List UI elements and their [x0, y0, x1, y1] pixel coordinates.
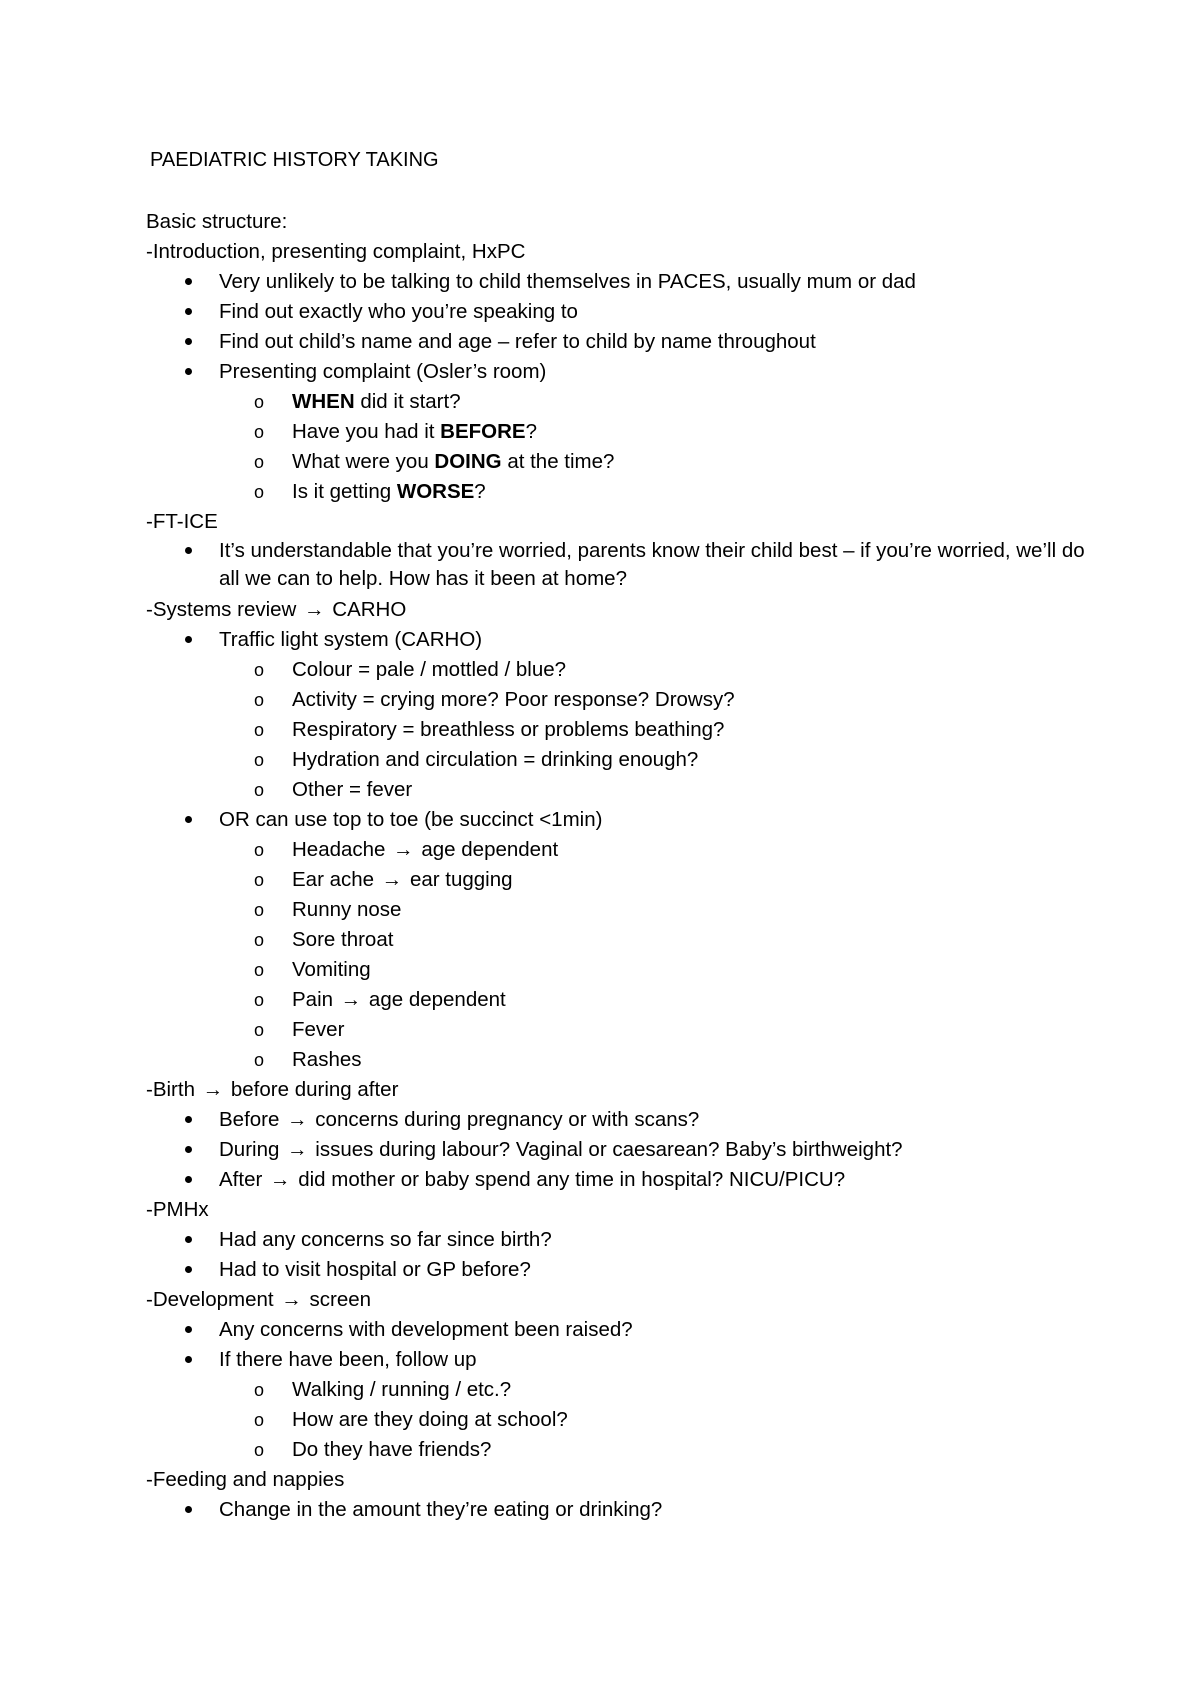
- bullet-icon: [185, 308, 192, 315]
- sub-bullet-item: [146, 925, 1086, 955]
- bullet-icon: [185, 1266, 192, 1273]
- line-text: Vomiting: [292, 958, 371, 981]
- sub-bullet-icon: o: [254, 1050, 265, 1070]
- emphasis-text: WHEN: [292, 390, 355, 413]
- line-text: did mother or baby spend any time in hospital? NICU/PICU?: [292, 1168, 846, 1191]
- line-text: -PMHx: [146, 1198, 209, 1221]
- line-text: Other = fever: [292, 778, 413, 801]
- bullet-item: [146, 1345, 1086, 1375]
- sub-bullet-icon: o: [254, 960, 265, 980]
- bullet-item: [146, 1255, 1086, 1285]
- section-heading: [146, 507, 1086, 537]
- bullet-item: [146, 537, 1086, 593]
- line-text: Traffic light system (CARHO): [219, 628, 483, 651]
- sub-bullet-icon: o: [254, 780, 265, 800]
- line-text: How are they doing at school?: [292, 1408, 568, 1431]
- document-body: [146, 207, 1086, 1525]
- bullet-icon: [185, 1356, 192, 1363]
- line-text: During: [219, 1138, 286, 1161]
- line-text: Have you had it: [292, 420, 441, 443]
- sub-bullet-item: [146, 715, 1086, 745]
- line-text: did it start?: [354, 390, 461, 413]
- line-text: Rashes: [292, 1048, 362, 1071]
- bullet-item: [146, 327, 1086, 357]
- arrow-icon: →: [281, 1288, 302, 1311]
- sub-bullet-icon: o: [254, 1440, 265, 1460]
- document-title: PAEDIATRIC HISTORY TAKING: [150, 149, 439, 171]
- arrow-icon: →: [393, 838, 414, 861]
- section-heading: [146, 1075, 1086, 1105]
- sub-bullet-item: [146, 955, 1086, 985]
- sub-bullet-icon: o: [254, 422, 265, 442]
- line-text: -Development: [146, 1288, 280, 1311]
- sub-bullet-item: [146, 417, 1086, 447]
- sub-bullet-item: [146, 1015, 1086, 1045]
- line-text: Walking / running / etc.?: [292, 1378, 512, 1401]
- line-text: Very unlikely to be talking to child themselves in PACES, usually mum or dad: [219, 270, 916, 293]
- bullet-item: [146, 1495, 1086, 1525]
- sub-bullet-item: [146, 865, 1086, 895]
- sub-bullet-item: [146, 387, 1086, 417]
- line-text: Change in the amount they’re eating or drinking?: [219, 1498, 663, 1521]
- line-text: Runny nose: [292, 898, 402, 921]
- line-text: Hydration and circulation = drinking enough?: [292, 748, 699, 771]
- bullet-item: [146, 357, 1086, 387]
- sub-bullet-item: [146, 1405, 1086, 1435]
- line-text: screen: [303, 1288, 372, 1311]
- bullet-icon: [185, 278, 192, 285]
- emphasis-text: WORSE: [396, 480, 475, 503]
- line-text: concerns during pregnancy or with scans?: [309, 1108, 700, 1131]
- bullet-icon: [185, 1116, 192, 1123]
- line-text: ?: [525, 420, 537, 443]
- line-text: Presenting complaint (Osler’s room): [219, 360, 547, 383]
- bullet-item: [146, 1225, 1086, 1255]
- arrow-icon: →: [381, 868, 403, 891]
- sub-bullet-item: [146, 895, 1086, 925]
- bullet-item: [146, 297, 1086, 327]
- sub-bullet-icon: o: [254, 930, 265, 950]
- sub-bullet-icon: o: [254, 452, 265, 472]
- line-text: Colour = pale / mottled / blue?: [292, 658, 567, 681]
- bullet-icon: [185, 1146, 192, 1153]
- line-text: Sore throat: [292, 928, 394, 951]
- arrow-icon: →: [270, 1168, 291, 1191]
- sub-bullet-icon: o: [254, 392, 265, 412]
- section-heading: [146, 1195, 1086, 1225]
- sub-bullet-icon: o: [254, 720, 265, 740]
- line-text: -Systems review: [146, 598, 303, 621]
- line-text: Pain: [292, 988, 339, 1011]
- sub-bullet-icon: o: [254, 870, 265, 890]
- line-text: ear tugging: [404, 868, 513, 891]
- sub-bullet-icon: o: [254, 990, 265, 1010]
- section-heading: [146, 1465, 1086, 1495]
- line-text: Find out exactly who you’re speaking to: [219, 300, 578, 323]
- sub-bullet-item: [146, 1435, 1086, 1465]
- sub-bullet-icon: o: [254, 690, 265, 710]
- line-text: It’s understandable that you’re worried, parents know their child best – if you’re worried, we’ll do all we can to help. How has it been at home?: [219, 539, 1085, 590]
- sub-bullet-item: [146, 447, 1086, 477]
- line-text: After: [219, 1168, 268, 1191]
- bullet-icon: [185, 816, 192, 823]
- line-text: Find out child’s name and age – refer to child by name throughout: [219, 330, 816, 353]
- bullet-item: [146, 267, 1086, 297]
- bullet-icon: [185, 1326, 192, 1333]
- bullet-icon: [185, 547, 192, 554]
- line-text: before during after: [225, 1078, 399, 1101]
- line-text: Activity = crying more? Poor response? Drowsy?: [292, 688, 735, 711]
- arrow-icon: →: [287, 1108, 308, 1131]
- bullet-icon: [185, 1506, 192, 1513]
- arrow-icon: →: [304, 598, 325, 621]
- sub-bullet-icon: o: [254, 660, 265, 680]
- line-text: -Introduction, presenting complaint, HxPC: [146, 240, 526, 263]
- line-text: OR can use top to toe (be succinct <1min): [219, 808, 603, 831]
- bullet-icon: [185, 636, 192, 643]
- line-text: Ear ache: [292, 868, 380, 891]
- sub-bullet-item: [146, 477, 1086, 507]
- line-text: If there have been, follow up: [219, 1348, 477, 1371]
- bullet-item: [146, 1105, 1086, 1135]
- emphasis-text: DOING: [434, 450, 502, 473]
- sub-bullet-item: [146, 745, 1086, 775]
- line-text: Respiratory = breathless or problems beathing?: [292, 718, 725, 741]
- bullet-item: [146, 1315, 1086, 1345]
- line-text: Had any concerns so far since birth?: [219, 1228, 552, 1251]
- line-text: Headache: [292, 838, 392, 861]
- line-text: Fever: [292, 1018, 345, 1041]
- line-text: Had to visit hospital or GP before?: [219, 1258, 531, 1281]
- sub-bullet-item: [146, 655, 1086, 685]
- line-text: -Feeding and nappies: [146, 1468, 345, 1491]
- bullet-icon: [185, 368, 192, 375]
- sub-bullet-icon: o: [254, 482, 265, 502]
- line-text: CARHO: [326, 598, 407, 621]
- bullet-item: [146, 1135, 1086, 1165]
- sub-bullet-icon: o: [254, 1020, 265, 1040]
- sub-bullet-item: [146, 775, 1086, 805]
- bullet-icon: [185, 1236, 192, 1243]
- line-text: age dependent: [363, 988, 506, 1011]
- sub-bullet-item: [146, 985, 1086, 1015]
- bullet-icon: [185, 1176, 192, 1183]
- section-heading: [146, 1285, 1086, 1315]
- sub-bullet-item: [146, 1375, 1086, 1405]
- sub-bullet-icon: o: [254, 1380, 265, 1400]
- line-text: Before: [219, 1108, 286, 1131]
- sub-bullet-icon: o: [254, 900, 265, 920]
- section-heading: [146, 237, 1086, 267]
- line-text: What were you: [292, 450, 435, 473]
- emphasis-text: BEFORE: [440, 420, 526, 443]
- line-text: Is it getting: [292, 480, 397, 503]
- line-text: Basic structure:: [146, 210, 288, 233]
- section-heading: [146, 595, 1086, 625]
- line-text: ?: [474, 480, 486, 503]
- bullet-item: [146, 625, 1086, 655]
- bullet-item: [146, 805, 1086, 835]
- line-text: age dependent: [415, 838, 559, 861]
- line-text: -FT-ICE: [146, 510, 218, 533]
- line-text: issues during labour? Vaginal or caesarean? Baby’s birthweight?: [309, 1138, 903, 1161]
- arrow-icon: →: [202, 1078, 224, 1101]
- sub-bullet-icon: o: [254, 750, 265, 770]
- sub-bullet-icon: o: [254, 1410, 265, 1430]
- sub-bullet-item: [146, 835, 1086, 865]
- sub-bullet-item: [146, 1045, 1086, 1075]
- sub-bullet-icon: o: [254, 840, 265, 860]
- arrow-icon: →: [340, 988, 362, 1011]
- section-heading: [146, 207, 1086, 237]
- line-text: at the time?: [501, 450, 615, 473]
- line-text: -Birth: [146, 1078, 201, 1101]
- sub-bullet-item: [146, 685, 1086, 715]
- line-text: Do they have friends?: [292, 1438, 492, 1461]
- bullet-item: [146, 1165, 1086, 1195]
- arrow-icon: →: [287, 1138, 308, 1161]
- bullet-icon: [185, 338, 192, 345]
- line-text: Any concerns with development been raised?: [219, 1318, 633, 1341]
